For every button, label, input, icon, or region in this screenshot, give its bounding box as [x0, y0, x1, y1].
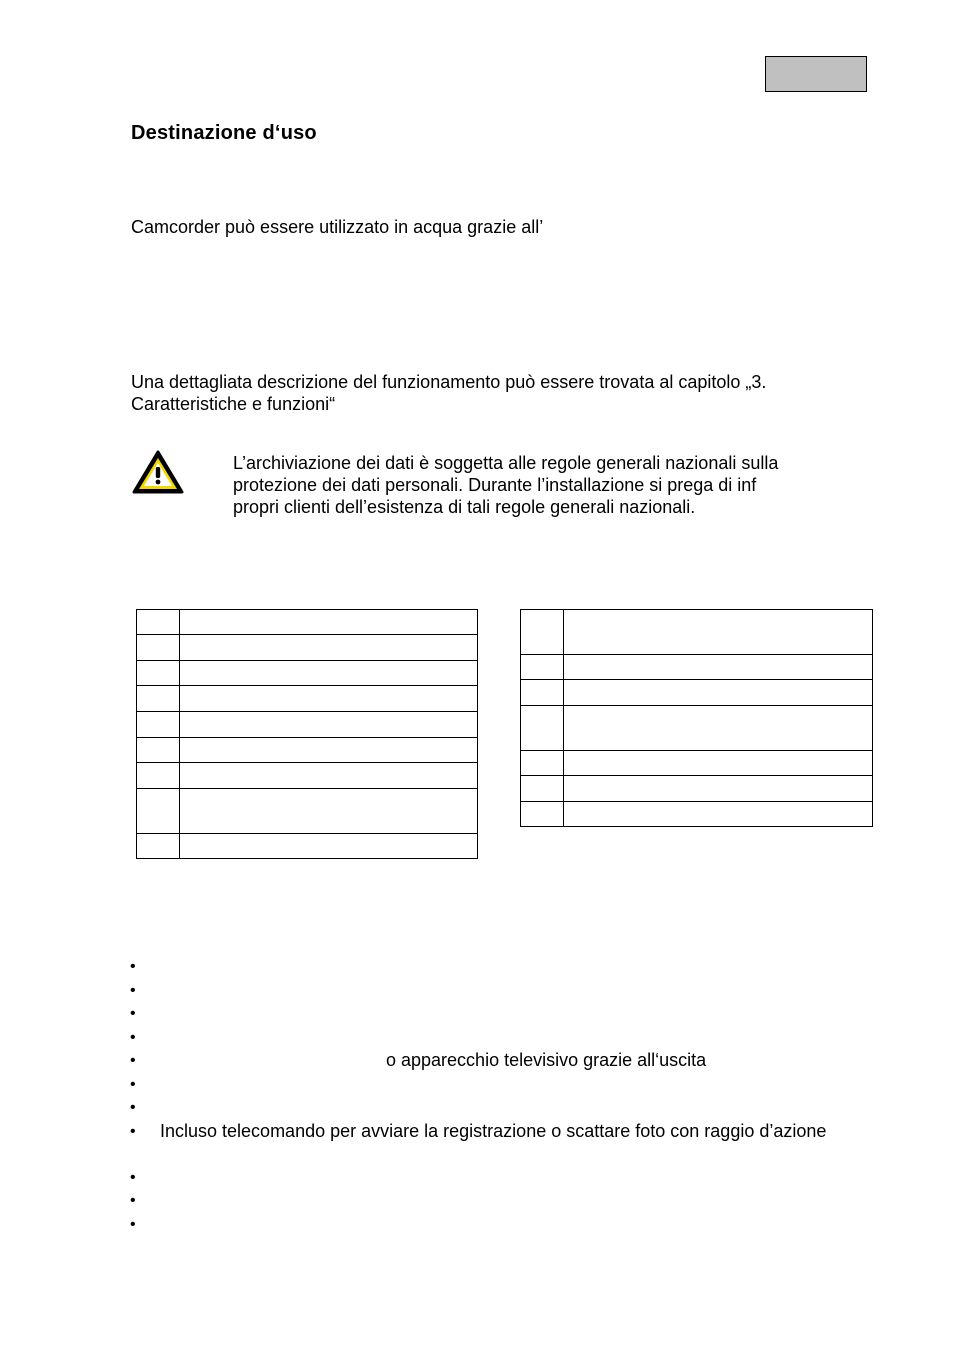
feature-list — [130, 955, 890, 1236]
list-item: • — [130, 1028, 136, 1046]
table-row — [521, 706, 873, 751]
table-row — [521, 802, 873, 827]
table-row — [137, 834, 478, 859]
table-row — [521, 776, 873, 802]
table-row — [137, 738, 478, 763]
notice-line-1: L’archiviazione dei dati è soggetta alle regole generali nazionali sulla — [233, 453, 779, 473]
table-row — [137, 610, 478, 635]
description-line-2: Caratteristiche e funzioni“ — [131, 394, 336, 414]
table-row — [137, 789, 478, 834]
description-line-1: Una dettagliata descrizione del funzionamento può essere trovata al capitolo „3. — [131, 372, 767, 392]
table-row — [521, 655, 873, 680]
notice-line-3: propri clienti dell’esistenza di tali regole generali nazionali. — [233, 497, 696, 517]
list-item: • — [130, 1215, 136, 1233]
table-row — [521, 680, 873, 706]
list-item: • Incluso telecomando per avviare la registrazione o scattare foto con raggio d’azione — [130, 1120, 827, 1141]
list-item: • — [130, 981, 136, 999]
table-row — [137, 763, 478, 789]
list-item: • o apparecchio televisivo grazie all‘uscita — [130, 1050, 707, 1070]
table-row — [137, 686, 478, 712]
section-heading: Destinazione d‘uso — [131, 122, 317, 144]
table-row — [137, 635, 478, 661]
list-item: • — [130, 958, 136, 975]
parts-table-left — [136, 609, 478, 859]
table-row — [137, 712, 478, 738]
table-row — [137, 661, 478, 686]
list-item: • — [130, 1005, 136, 1022]
page-tag-box — [765, 56, 867, 92]
list-item: • — [130, 1075, 136, 1093]
warning-triangle-icon — [132, 450, 184, 495]
list-item: • — [130, 1099, 136, 1116]
list-item: • — [130, 1192, 136, 1209]
parts-table-right — [520, 609, 873, 827]
list-item: • — [130, 1168, 136, 1186]
table-row — [521, 751, 873, 776]
data-protection-notice — [233, 452, 778, 518]
intro-text: Camcorder può essere utilizzato in acqua grazie all’ — [131, 217, 544, 237]
notice-line-2: protezione dei dati personali. Durante l’installazione si prega di inf — [233, 475, 757, 495]
table-row — [521, 610, 873, 655]
